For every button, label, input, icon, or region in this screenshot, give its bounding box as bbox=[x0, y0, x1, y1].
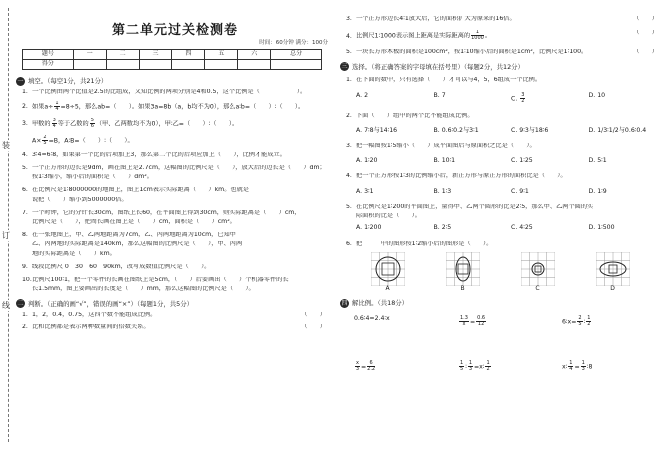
question bbox=[22, 135, 334, 146]
figure-label: B bbox=[460, 284, 465, 292]
option-letter: A. bbox=[356, 126, 363, 134]
question-number: 2. bbox=[346, 112, 352, 119]
option[interactable] bbox=[434, 225, 512, 231]
fraction-numerator: 1 bbox=[468, 359, 472, 366]
fraction-numerator: 1 bbox=[587, 314, 591, 321]
equation-text: x∶ bbox=[562, 363, 568, 371]
fraction bbox=[355, 361, 360, 372]
fraction-denominator: 3 bbox=[468, 365, 472, 372]
question-text: 说把（ ）缩小到5000000倍。 bbox=[32, 196, 128, 203]
fraction bbox=[42, 135, 47, 146]
question-text: 乙、丙两地的实际距离是140km，那么这幅图的比例尺是（ ），甲、丙两 bbox=[32, 241, 243, 248]
right-column bbox=[340, 10, 666, 446]
question-number: 3. bbox=[346, 16, 352, 22]
score-cell[interactable] bbox=[271, 59, 322, 69]
option-letter: D. bbox=[588, 187, 596, 195]
option-text: 0.6∶0.2与3∶1 bbox=[441, 126, 479, 134]
page-title: 第二单元过关检测卷 bbox=[111, 23, 238, 38]
question-number: 5. bbox=[346, 49, 352, 56]
left-column bbox=[16, 10, 334, 446]
fraction-denominator: 2.2 bbox=[367, 365, 376, 372]
fraction-numerator: 3 bbox=[521, 91, 525, 98]
option[interactable] bbox=[511, 93, 589, 104]
question bbox=[22, 219, 334, 225]
option-letter: C. bbox=[511, 187, 518, 195]
question bbox=[346, 49, 666, 55]
option-text: 1∶9 bbox=[597, 187, 607, 195]
score-cell[interactable] bbox=[139, 59, 172, 69]
question bbox=[22, 187, 334, 193]
fraction bbox=[54, 101, 59, 112]
question-text: 一个正方形边长4∶1放大后，它的面积扩大为原来的16倍。 bbox=[356, 16, 516, 22]
option-letter: A. bbox=[356, 224, 363, 232]
question-number: 6. bbox=[346, 241, 352, 248]
question bbox=[22, 210, 334, 216]
fraction bbox=[459, 316, 469, 327]
option-text: 9∶3与18∶6 bbox=[519, 126, 549, 134]
fraction-denominator: 4 bbox=[52, 122, 56, 129]
score-label: 满分：100分 bbox=[295, 40, 328, 46]
question-text: 1，2，0.4，0.75，这四个数不能组成比例。 bbox=[32, 312, 157, 319]
question-text: 在一张地图上，甲、乙两地距离为7cm，乙、丙两地距离为10cm，已知甲 bbox=[32, 232, 236, 239]
question-number: 5. bbox=[22, 164, 28, 171]
option[interactable] bbox=[356, 225, 434, 231]
equation bbox=[458, 361, 562, 372]
figure-label: D bbox=[610, 284, 615, 292]
section-number: 四 bbox=[341, 299, 348, 307]
fraction-numerator: 0.6 bbox=[477, 314, 486, 321]
section-title: 填空。（每空1分，共21分） bbox=[28, 76, 108, 85]
section-heading bbox=[16, 77, 334, 86]
fraction-denominator: 5 bbox=[578, 320, 582, 327]
option-letter: C. bbox=[511, 157, 518, 165]
question-text: 一个比例由两个比值是2.5的比组成，又知比例的两项分别是4和0.5，这个比例是（ ）。 bbox=[32, 88, 307, 95]
question-number: 4. bbox=[346, 173, 352, 180]
option[interactable] bbox=[434, 93, 512, 104]
fraction bbox=[583, 314, 591, 327]
fraction-numerator: 6 bbox=[367, 361, 375, 367]
cut-line bbox=[8, 8, 9, 442]
question bbox=[22, 101, 334, 112]
question-number: 7. bbox=[22, 209, 28, 216]
fraction bbox=[367, 361, 375, 372]
grid-figure bbox=[596, 252, 630, 286]
question-number: 8. bbox=[22, 232, 28, 239]
fraction-numerator: 3 bbox=[52, 117, 56, 123]
question-text: 比例尺是（ ），把周长画在图上是（ ）cm，面积是（ ）cm²。 bbox=[32, 218, 236, 225]
fill-question-list bbox=[16, 89, 334, 293]
question bbox=[22, 232, 334, 238]
fraction-numerator: 2 bbox=[578, 314, 582, 321]
section-number: 三 bbox=[341, 63, 348, 71]
figure-option-d[interactable] bbox=[593, 252, 633, 292]
option-text: 1∶200 bbox=[364, 224, 382, 232]
exam-meta bbox=[16, 41, 328, 47]
grid-figure bbox=[446, 252, 480, 286]
option[interactable] bbox=[589, 225, 667, 231]
question-number: 4. bbox=[346, 32, 352, 40]
fraction-numerator: 1 bbox=[55, 100, 59, 106]
option-letter: C. bbox=[511, 224, 518, 232]
question-text: 。 bbox=[484, 32, 492, 40]
fraction-denominator: 5 bbox=[43, 139, 47, 146]
fraction bbox=[459, 361, 464, 372]
fraction bbox=[581, 361, 586, 372]
score-header: 四 bbox=[172, 49, 205, 59]
equation-text: =x∶ bbox=[474, 363, 485, 371]
option-letter: C. bbox=[511, 126, 518, 134]
option-letter: C. bbox=[511, 95, 518, 103]
option-letter: D. bbox=[588, 224, 596, 232]
question-text: 地的实际距离是（ ）km。 bbox=[32, 250, 116, 257]
figure-label: A bbox=[385, 284, 390, 292]
question-number: 2. bbox=[22, 323, 28, 330]
question bbox=[22, 152, 334, 158]
fraction-denominator: 2 bbox=[521, 97, 525, 104]
question-text: 在比例尺是1∶8000000的地图上，图上1cm表示实际距离（ ）km。也就是 bbox=[32, 187, 249, 194]
equation bbox=[354, 361, 458, 372]
fraction-numerator: 1.3 bbox=[460, 314, 468, 321]
option[interactable] bbox=[356, 158, 434, 164]
score-cell[interactable] bbox=[172, 59, 205, 69]
question bbox=[22, 251, 334, 257]
question-text: 把 中的图形按1∶2缩小后的图形是（ ）。 bbox=[356, 241, 493, 248]
equation-row bbox=[354, 361, 666, 372]
grid-figure bbox=[371, 252, 405, 286]
equation-operator: = bbox=[574, 363, 580, 371]
figure-options bbox=[350, 252, 650, 292]
score-cell[interactable] bbox=[238, 59, 271, 69]
question-text: 比例尺1∶1000表示图上距离是实际距离的 bbox=[356, 32, 471, 40]
answer-paren[interactable]: （ ） bbox=[633, 49, 658, 56]
fraction-numerator: 1 bbox=[471, 30, 484, 36]
question bbox=[346, 204, 666, 210]
figure-option-c[interactable] bbox=[518, 252, 558, 292]
question-text: 一块长方形木板的面积是100cm²，按1∶10缩小后的面积是1cm²，比例尺是1∶100。 bbox=[356, 49, 588, 56]
section-title: 判断。（正确的画“√”，错误的画“×”）（每题1分，共5分） bbox=[28, 299, 193, 308]
option-letter: A. bbox=[356, 187, 363, 195]
question-number: 6. bbox=[22, 187, 28, 194]
fraction-denominator: 3 bbox=[581, 365, 585, 372]
option-text: 4∶25 bbox=[519, 224, 533, 232]
option-text: 2 bbox=[364, 91, 368, 99]
equation bbox=[458, 316, 562, 327]
margin-mark: 装 bbox=[2, 141, 10, 150]
question bbox=[22, 165, 334, 171]
score-header: 一 bbox=[73, 49, 106, 59]
figure-label: C bbox=[535, 284, 540, 292]
option[interactable] bbox=[511, 225, 589, 231]
answer-paren[interactable]: （ ） bbox=[633, 30, 658, 37]
question bbox=[346, 77, 666, 83]
fraction-denominator: 5 bbox=[460, 365, 464, 372]
fraction bbox=[568, 361, 573, 372]
option-text: 2∶5 bbox=[441, 224, 452, 232]
question-text: 线段比例尺 0 30 60 90km，改写成数值比例尺是（ ）。 bbox=[32, 263, 211, 270]
fraction-denominator: 6 bbox=[90, 122, 94, 129]
fraction-numerator: x bbox=[356, 359, 359, 366]
question-text: 在比例尺是1∶200的平面图上，量得甲、乙两个圆形的比是2∶5，那么甲、乙两个圆的实 bbox=[356, 203, 594, 210]
question bbox=[22, 312, 334, 318]
option[interactable] bbox=[589, 93, 667, 104]
answer-paren[interactable]: （ ） bbox=[633, 16, 658, 22]
section-number: 二 bbox=[17, 300, 24, 308]
option[interactable] bbox=[511, 189, 589, 195]
score-cell[interactable] bbox=[73, 59, 106, 69]
option-letter: D. bbox=[588, 91, 596, 99]
question-number: 10. bbox=[22, 276, 32, 283]
option-letter: B. bbox=[433, 91, 440, 99]
option-row bbox=[356, 128, 666, 134]
option-text: 1∶500 bbox=[597, 224, 615, 232]
question-text: 甲数的 bbox=[32, 120, 51, 128]
score-header: 总分 bbox=[271, 49, 322, 59]
option[interactable] bbox=[511, 128, 589, 134]
option-row bbox=[356, 189, 666, 195]
equation bbox=[562, 316, 666, 327]
fraction bbox=[476, 316, 486, 327]
equation-text: ∶8 bbox=[586, 363, 593, 371]
fraction bbox=[52, 118, 57, 129]
option[interactable] bbox=[511, 158, 589, 164]
question-number: 5. bbox=[346, 203, 352, 210]
option-row bbox=[356, 93, 666, 104]
option-letter: B. bbox=[433, 126, 440, 134]
question-number: 9. bbox=[22, 263, 28, 270]
fraction-numerator: 1 bbox=[460, 359, 464, 366]
option[interactable] bbox=[434, 158, 512, 164]
question bbox=[22, 241, 334, 247]
fraction-denominator: 12 bbox=[477, 320, 485, 327]
fraction bbox=[485, 361, 490, 372]
option-letter: D. bbox=[588, 157, 596, 165]
equation bbox=[562, 361, 666, 372]
question bbox=[346, 173, 666, 179]
fraction-denominator: x bbox=[462, 320, 466, 327]
equation bbox=[354, 316, 458, 327]
answer-paren[interactable]: （ ） bbox=[301, 312, 326, 319]
fraction-denominator: 2 bbox=[486, 365, 490, 372]
equation-text: 6∶x= bbox=[562, 318, 577, 326]
question bbox=[22, 118, 334, 129]
question bbox=[22, 264, 334, 270]
question-number: 3. bbox=[346, 143, 352, 150]
binding-margin bbox=[0, 0, 14, 450]
option-text: 7∶8与14∶16 bbox=[364, 126, 398, 134]
fraction bbox=[520, 93, 525, 104]
option-letter: A. bbox=[356, 157, 363, 165]
question-text: 一个时钟，它的分针长30cm，图纸上长60，在平面图上得到30cm，则实际距离是（ ）cm， bbox=[32, 209, 301, 216]
equation-operator: ∶ bbox=[583, 318, 586, 326]
time-label: 时间：60分钟 bbox=[259, 40, 294, 46]
score-header: 三 bbox=[139, 49, 172, 59]
option[interactable] bbox=[356, 93, 434, 104]
question-text: （甲、乙两数均不为0），甲∶乙=（ ）∶（ ）。 bbox=[95, 120, 239, 128]
question-text: 如果a÷ bbox=[32, 103, 54, 111]
question bbox=[346, 30, 666, 41]
question-text: 长1.5mm，图上要画出的长度是（ ）mm，那么这幅图的比例尺是（ ）。 bbox=[32, 286, 255, 293]
figure-option-a[interactable] bbox=[368, 252, 408, 292]
question bbox=[346, 143, 666, 149]
option-text: 3∶1 bbox=[364, 187, 374, 195]
question-number: 1. bbox=[346, 77, 352, 84]
option-letter: B. bbox=[433, 157, 440, 165]
score-header: 六 bbox=[238, 49, 271, 59]
question bbox=[22, 286, 334, 292]
fraction-denominator: 2 bbox=[587, 320, 591, 327]
option[interactable] bbox=[589, 128, 667, 134]
option-letter: D. bbox=[588, 126, 596, 134]
option[interactable] bbox=[589, 158, 667, 164]
option-text: 10 bbox=[597, 91, 606, 99]
fraction bbox=[471, 30, 484, 41]
question-text: 等于乙数的 bbox=[57, 120, 89, 128]
grid-figure bbox=[521, 252, 555, 286]
option[interactable] bbox=[589, 189, 667, 195]
option-row bbox=[356, 225, 666, 231]
question-text: 在下面的数中，只有选择（ ）才可以与4，5，6组成一个比例。 bbox=[356, 77, 542, 84]
fraction-denominator: 3 bbox=[355, 365, 360, 372]
fraction bbox=[468, 361, 473, 372]
section-heading bbox=[340, 299, 666, 308]
question-text: 比例尺100∶1，把一个零件的长画在图纸上是5cm，（ ）后要画出（ ）个机器零件的长 bbox=[32, 276, 289, 283]
fraction bbox=[90, 118, 95, 129]
figure-option-b[interactable] bbox=[443, 252, 483, 292]
fraction-numerator: 5 bbox=[90, 117, 94, 123]
score-header: 二 bbox=[106, 49, 139, 59]
question-text: 下面（ ）组中的两个比不能组成比例。 bbox=[356, 112, 474, 119]
question bbox=[346, 16, 666, 22]
section-number: 一 bbox=[17, 77, 24, 85]
option-text: 9∶1 bbox=[519, 187, 529, 195]
option-text: 10∶1 bbox=[441, 157, 456, 165]
option-text: 1∶25 bbox=[519, 157, 533, 165]
section-title: 选择。（将正确答案的字母填在括号里）（每题2分，共12分） bbox=[352, 62, 524, 71]
equation-operator: = bbox=[360, 363, 367, 371]
fraction-numerator: 2 bbox=[43, 134, 47, 140]
section-title: 解比例。（共18分） bbox=[352, 298, 409, 307]
question-text: 把一幅图按1∶5缩小（ ）成平面图后与原面积之比是（ ）。 bbox=[356, 143, 536, 150]
question-text: 比和比例都是表示两种数量间的倍数关系。 bbox=[32, 323, 150, 330]
option-text: 5∶1 bbox=[597, 157, 607, 165]
question-number: 3. bbox=[22, 120, 28, 128]
question-text: 按1∶3缩小，缩小后的面积是（ ）dm²。 bbox=[32, 174, 153, 181]
equation-row bbox=[354, 316, 666, 327]
question bbox=[22, 174, 334, 180]
option-letter: A. bbox=[356, 91, 363, 99]
option[interactable] bbox=[434, 189, 512, 195]
score-table bbox=[22, 49, 322, 70]
question-continued: 际面积的比是（ ）。 bbox=[356, 213, 421, 220]
equation-text: 0.6∶4=2.4∶x bbox=[354, 314, 390, 322]
answer-paren[interactable]: （ ） bbox=[301, 323, 326, 330]
question-text: 3∶4=6∶8，如果第一个比的后项加上3，那么第二个比的后项应加上（ ），比例才能成立。 bbox=[32, 151, 286, 158]
option-letter: B. bbox=[433, 224, 440, 232]
question-text: 把一个正方形按1∶3的比例缩小后，新正方形与原正方形的面积比是（ ）。 bbox=[356, 173, 567, 180]
score-header: 五 bbox=[205, 49, 238, 59]
option[interactable] bbox=[356, 189, 434, 195]
score-row-label: 得分 bbox=[23, 59, 74, 69]
margin-mark: 订 bbox=[2, 231, 10, 240]
score-cell[interactable] bbox=[106, 59, 139, 69]
option-text: 1/3∶1/2与0.6∶0.4 bbox=[597, 126, 647, 134]
question-number: 4. bbox=[22, 151, 28, 158]
question bbox=[22, 197, 334, 203]
question-text: =8÷5，那么ab=（ ）。如果3a=8b（a，b均不为0），那么a∶b=（ ）∶（ ）。 bbox=[60, 103, 305, 111]
question bbox=[346, 241, 666, 247]
fraction bbox=[577, 316, 582, 327]
option[interactable] bbox=[434, 128, 512, 134]
equation-operator: = bbox=[469, 318, 476, 326]
option-text: 7 bbox=[441, 91, 446, 99]
question-number: 1. bbox=[22, 88, 28, 95]
section-heading bbox=[340, 62, 666, 71]
question-text: =B，A∶B=（ ）∶（ ）。 bbox=[48, 137, 134, 145]
question-text: A× bbox=[32, 137, 42, 145]
margin-mark: 线 bbox=[2, 301, 10, 310]
question bbox=[22, 277, 334, 283]
option-text: 1∶20 bbox=[364, 157, 378, 165]
score-header: 题号 bbox=[23, 49, 74, 59]
question bbox=[22, 324, 334, 330]
option-letter: B. bbox=[433, 187, 440, 195]
question-number: 1. bbox=[22, 312, 28, 319]
question bbox=[22, 89, 334, 95]
option[interactable] bbox=[356, 128, 434, 134]
question-number: 2. bbox=[22, 103, 28, 111]
equation-operator: ∶ bbox=[465, 363, 467, 371]
question-text: 一个正方形的边长是9dm，画在图上是2.7cm，这幅图的比例尺是（ ），放大后的边长是（ ）dm； bbox=[32, 164, 326, 171]
section-heading bbox=[16, 299, 334, 308]
fraction-numerator: 1 bbox=[581, 359, 585, 366]
fraction-denominator: 4 bbox=[569, 365, 573, 372]
fraction-numerator: 1 bbox=[486, 359, 490, 366]
score-cell[interactable] bbox=[205, 59, 238, 69]
fraction-numerator: 1 bbox=[569, 359, 573, 366]
fraction-denominator: 1000 bbox=[471, 35, 484, 42]
question bbox=[346, 113, 666, 119]
fraction-denominator: 4 bbox=[55, 105, 59, 112]
option-row bbox=[356, 158, 666, 164]
option-text: 1∶3 bbox=[441, 187, 452, 195]
